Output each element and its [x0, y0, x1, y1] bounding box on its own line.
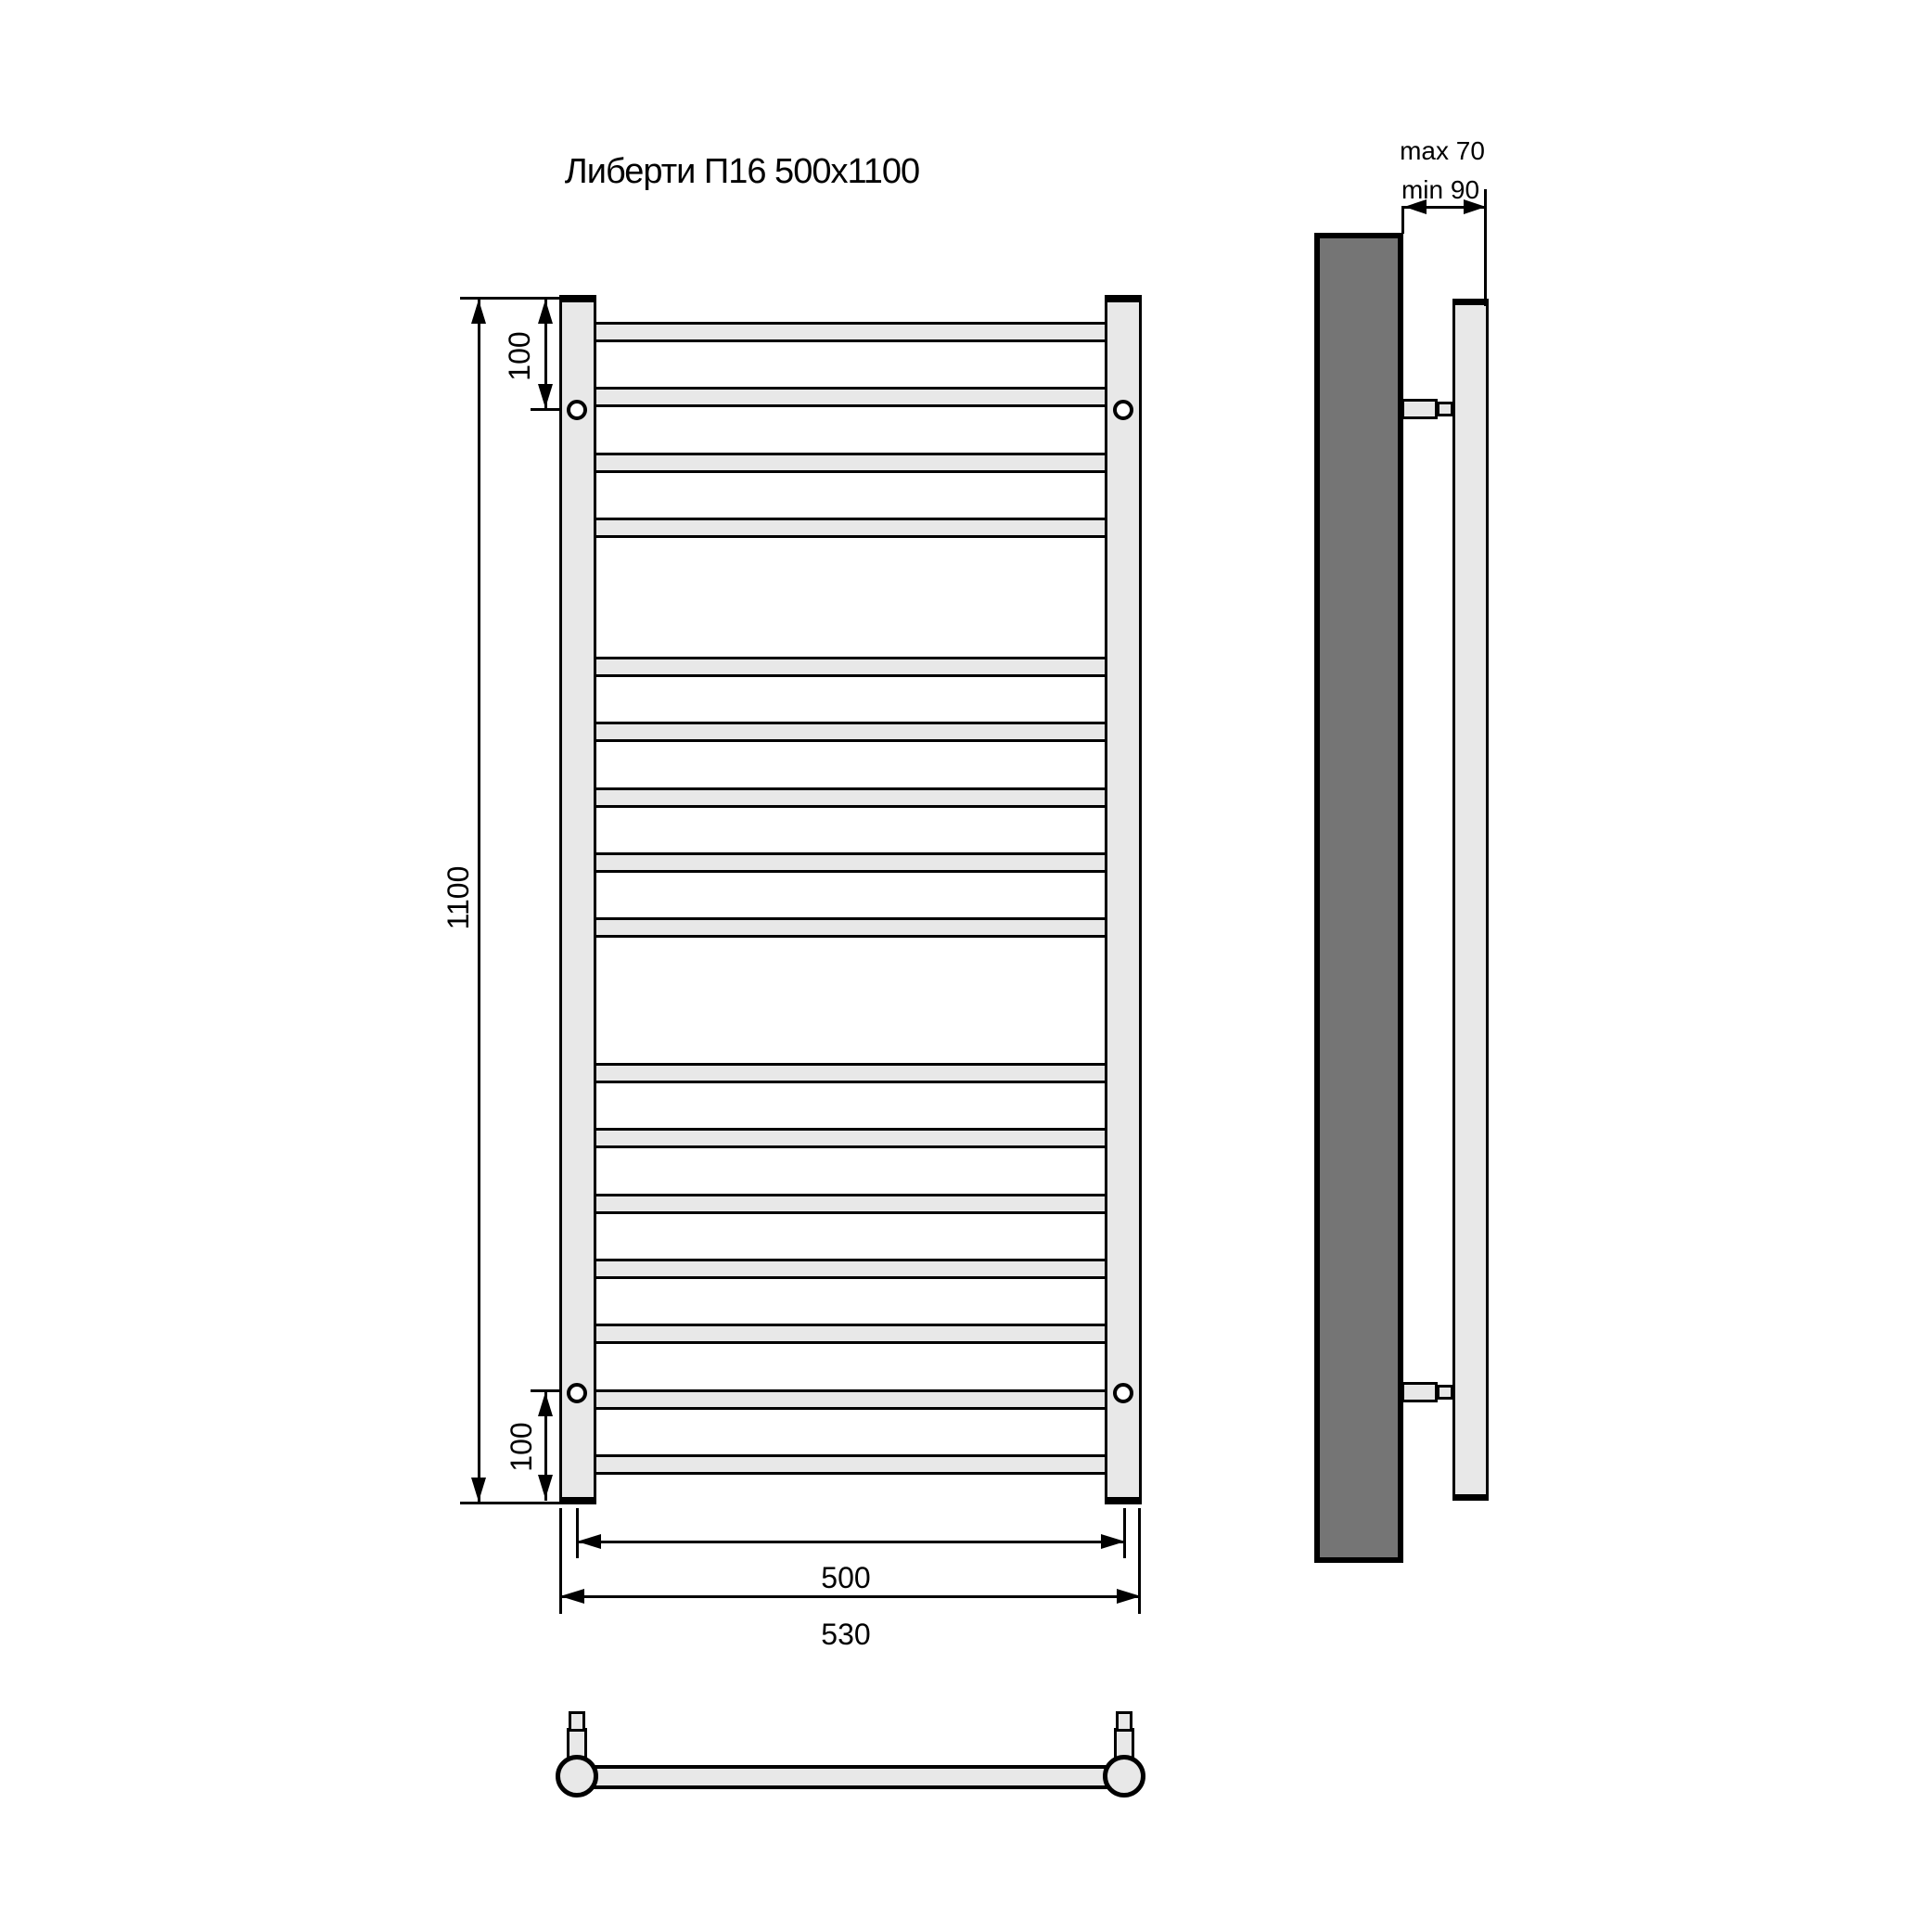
- dim-500-ext-right: [1123, 1508, 1126, 1558]
- dim-clearance-arrow-right-icon: [1464, 199, 1486, 214]
- dim-500-line: [577, 1541, 1125, 1543]
- rung: [595, 1259, 1107, 1279]
- dim-500-arrow-right-icon: [1101, 1534, 1125, 1549]
- mount-hole-bottom-left: [567, 1383, 587, 1403]
- bracket-top-arm: [1401, 399, 1438, 419]
- dim-530-arrow-left-icon: [560, 1589, 584, 1604]
- dim-1100-line: [478, 299, 480, 1504]
- top-view-right-valve-cap: [1116, 1711, 1132, 1732]
- top-view-left-post-section: [556, 1755, 598, 1798]
- rung: [595, 518, 1107, 538]
- mount-hole-top-right: [1113, 400, 1133, 420]
- rung: [595, 657, 1107, 677]
- rung: [595, 1128, 1107, 1148]
- wall-section: [1314, 233, 1403, 1563]
- dim-530-arrow-right-icon: [1117, 1589, 1141, 1604]
- rung: [595, 1063, 1107, 1083]
- dim-1100-arrow-up-icon: [471, 300, 486, 324]
- rung: [595, 1324, 1107, 1344]
- rail-profile-side: [1452, 299, 1489, 1501]
- top-view-right-post-section: [1103, 1755, 1145, 1798]
- dim-100-top-label: 100: [503, 331, 536, 381]
- rung: [595, 1389, 1107, 1410]
- dim-500-arrow-left-icon: [577, 1534, 601, 1549]
- drawing-title: Либерти П16 500x1100: [564, 152, 920, 191]
- rung: [595, 1454, 1107, 1475]
- dim-min90-label: min 90: [1401, 175, 1480, 204]
- dim-500-ext-left: [576, 1508, 579, 1558]
- top-view-left-valve-cap: [569, 1711, 585, 1732]
- mount-hole-top-left: [567, 400, 587, 420]
- bracket-bottom-fastener: [1437, 1385, 1453, 1400]
- dim-1100-label: 1100: [441, 865, 475, 930]
- top-view-crossbar: [577, 1765, 1124, 1789]
- rung: [595, 1194, 1107, 1214]
- dim-100-top-arrow-up-icon: [538, 300, 553, 324]
- rung: [595, 322, 1107, 342]
- rung: [595, 852, 1107, 873]
- dim-100-bottom-arrow-down-icon: [538, 1475, 553, 1499]
- dim-max70-label: max 70: [1400, 136, 1485, 165]
- dim-530-line: [560, 1595, 1141, 1598]
- rung: [595, 722, 1107, 742]
- dim-100-bottom-label: 100: [505, 1422, 538, 1472]
- dim-100-top-arrow-down-icon: [538, 384, 553, 408]
- rung: [595, 453, 1107, 473]
- bracket-bottom-arm: [1401, 1382, 1438, 1402]
- bracket-top-fastener: [1437, 402, 1453, 416]
- rung: [595, 917, 1107, 938]
- dim-1100-tick-bottom: [460, 1502, 560, 1504]
- dim-100-bottom-arrow-up-icon: [538, 1392, 553, 1416]
- dim-530-label: 530: [821, 1618, 871, 1651]
- left-post: [559, 295, 596, 1504]
- dim-1100-arrow-down-icon: [471, 1478, 486, 1502]
- right-post: [1105, 295, 1142, 1504]
- dim-clearance-arrow-left-icon: [1404, 199, 1427, 214]
- dim-500-label: 500: [821, 1561, 871, 1594]
- rung: [595, 387, 1107, 407]
- mount-hole-bottom-right: [1113, 1383, 1133, 1403]
- rung: [595, 787, 1107, 808]
